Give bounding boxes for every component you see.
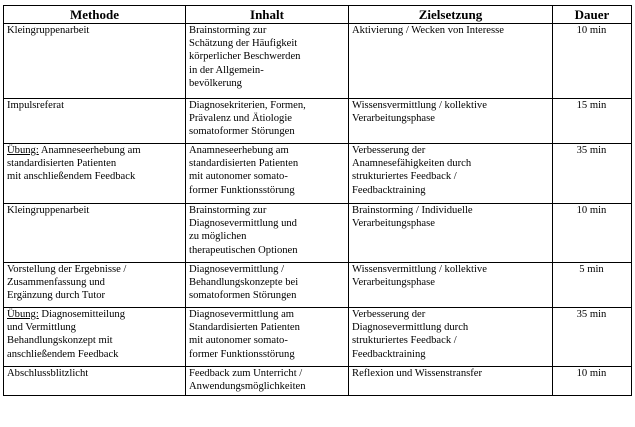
cell-line: Diagnosevermittlung durch [352,322,469,334]
cell-line: former Funktionsstörung [189,348,295,360]
cell-dauer: 10 min [553,367,632,396]
cell-line: anschließendem Feedback [7,348,119,360]
cell-line: standardisierten Patienten [7,158,117,170]
table-row [4,308,632,367]
cell-dauer: 35 min [553,308,632,367]
cell-line: Standardisierten Patienten [189,322,300,334]
cell-zielsetzung [349,204,553,263]
cell-zielsetzung [349,24,553,99]
cell-line: Kleingruppenarbeit [7,205,90,216]
cell-line: zu möglichen [189,231,247,243]
cell-line: in der Allgemein- [189,64,264,76]
cell-zielsetzung [349,367,553,396]
cell-methode [4,24,186,99]
cell-line [7,308,182,321]
table-row [4,144,632,204]
cell-zielsetzung [349,144,553,204]
header-row [4,6,632,24]
cell-line: Anamnesefähigkeiten durch [352,158,472,170]
cell-inhalt [186,144,349,204]
cell-line: Anamneseerhebung am [189,145,289,156]
cell-line: Feedbacktraining [352,184,426,196]
cell-line: somatoformen Störungen [189,290,297,302]
cell-line: Verarbeitungsphase [352,218,435,230]
cell-line: Verbesserung der [352,309,426,320]
cell-line: Kleingruppenarbeit [7,25,90,36]
cell-zielsetzung [349,263,553,308]
cell-line: former Funktionsstörung [189,184,295,196]
cell-zielsetzung [349,308,553,367]
cell-line: Abschlussblitzlicht [7,368,89,379]
cell-zielsetzung [349,99,553,144]
cell-methode [4,204,186,263]
cell-line: somatoformer Störungen [189,126,295,138]
cell-line: Feedback zum Unterricht / [189,368,303,379]
header-methode: Methode [4,6,186,24]
cell-line: Wissensvermittlung / kollektive [352,100,487,111]
cell-inhalt [186,308,349,367]
cell-line: mit autonomer somato- [189,171,288,183]
cell-line: Diagnosevermittlung / [189,264,285,275]
cell-line: Brainstorming zur [189,205,267,216]
cell-line: Feedbacktraining [352,348,426,360]
cell-line: Diagnosevermittlung und [189,218,297,230]
cell-line: Impulsreferat [7,100,65,111]
cell-line-rest: Diagnosemitteilung [38,309,125,320]
cell-line: Zusammenfassung und [7,277,105,289]
table-row [4,99,632,144]
cell-dauer: 15 min [553,99,632,144]
cell-line: Brainstorming / Individuelle [352,205,473,216]
cell-dauer: 5 min [553,263,632,308]
cell-line: Wissensvermittlung / kollektive [352,264,487,275]
cell-line: Vorstellung der Ergebnisse / [7,264,127,275]
cell-methode [4,308,186,367]
header-inhalt: Inhalt [186,6,349,24]
cell-line: Aktivierung / Wecken von Interesse [352,25,504,36]
cell-line: Behandlungskonzept mit [7,335,113,347]
cell-inhalt [186,204,349,263]
cell-inhalt [186,24,349,99]
cell-line: strukturiertes Feedback / [352,335,457,347]
cell-dauer: 10 min [553,204,632,263]
cell-line: mit autonomer somato- [189,335,288,347]
cell-line: Diagnosevermittlung am [189,309,295,320]
cell-line: Anwendungsmöglichkeiten [189,381,306,393]
cell-line: therapeutischen Optionen [189,244,298,256]
cell-inhalt [186,367,349,396]
cell-inhalt [186,99,349,144]
table-row [4,24,632,99]
cell-line-rest: Anamneseerhebung am [38,145,141,156]
table-row [4,263,632,308]
cell-line: Brainstorming zur [189,25,267,36]
cell-methode [4,99,186,144]
cell-line: Verarbeitungsphase [352,277,435,289]
cell-methode [4,144,186,204]
exercise-label: Übung: [7,145,39,156]
header-zielsetzung: Zielsetzung [349,6,553,24]
cell-line: Reflexion und Wissenstransfer [352,368,483,379]
cell-line: mit anschließendem Feedback [7,171,136,183]
cell-line: standardisierten Patienten [189,158,299,170]
cell-line [7,144,182,157]
cell-line: strukturiertes Feedback / [352,171,457,183]
cell-inhalt [186,263,349,308]
lesson-plan-table [3,5,632,396]
header-dauer: Dauer [553,6,632,24]
cell-line: Verbesserung der [352,145,426,156]
cell-line: Prävalenz und Ätiologie [189,113,292,125]
cell-dauer: 35 min [553,144,632,204]
cell-line: bevölkerung [189,77,242,89]
cell-line: Diagnosekriterien, Formen, [189,100,306,111]
exercise-label: Übung: [7,309,39,320]
cell-line: und Vermittlung [7,322,76,334]
cell-line: Behandlungskonzepte bei [189,277,299,289]
cell-line: Schätzung der Häufigkeit [189,38,298,50]
table-row [4,204,632,263]
cell-line: Ergänzung durch Tutor [7,290,106,302]
cell-dauer: 10 min [553,24,632,99]
cell-methode [4,367,186,396]
cell-line: Verarbeitungsphase [352,113,435,125]
table-row [4,367,632,396]
cell-line: körperlicher Beschwerden [189,51,301,63]
cell-methode [4,263,186,308]
